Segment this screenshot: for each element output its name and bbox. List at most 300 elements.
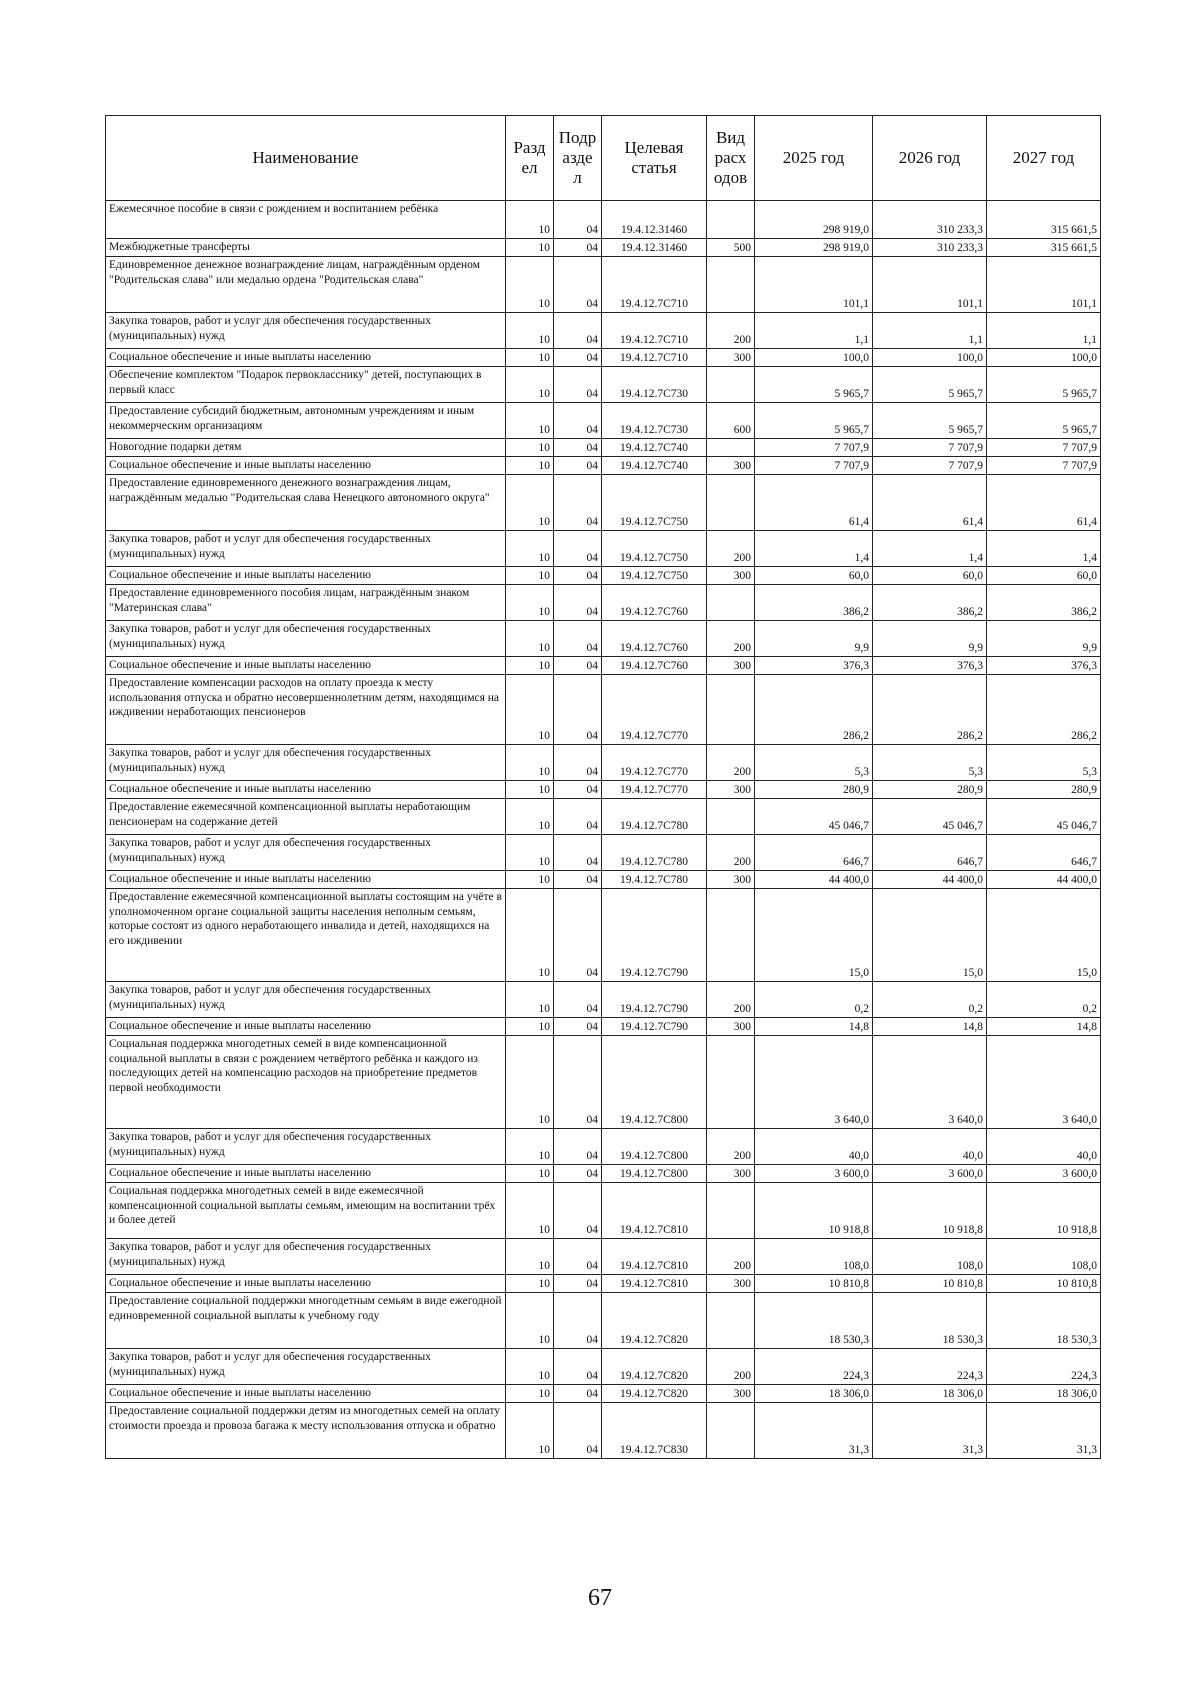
- row-podrazdel: 04: [554, 1293, 602, 1349]
- table-row: [106, 657, 1101, 675]
- row-razdel: 10: [506, 1349, 554, 1385]
- row-name: Закупка товаров, работ и услуг для обеспечения государственных (муниципальных) нужд: [106, 621, 506, 657]
- row-vid-rashodov: [707, 585, 755, 621]
- row-celevaya-statya: 19.4.12.7С780: [602, 835, 707, 871]
- row-vid-rashodov: 200: [707, 982, 755, 1018]
- row-celevaya-statya: 19.4.12.7С710: [602, 349, 707, 367]
- row-2025: 298 919,0: [755, 201, 873, 239]
- table-row: [106, 239, 1101, 257]
- row-2025: 7 707,9: [755, 457, 873, 475]
- row-razdel: 10: [506, 675, 554, 745]
- row-podrazdel: 04: [554, 367, 602, 403]
- row-2025: 224,3: [755, 1349, 873, 1385]
- row-name: Социальное обеспечение и иные выплаты населению: [106, 1385, 506, 1403]
- table-row: [106, 585, 1101, 621]
- row-razdel: 10: [506, 781, 554, 799]
- row-podrazdel: 04: [554, 1385, 602, 1403]
- row-2025: 646,7: [755, 835, 873, 871]
- row-2026: 310 233,3: [873, 201, 987, 239]
- row-vid-rashodov: [707, 439, 755, 457]
- row-name: Предоставление социальной поддержки многодетным семьям в виде ежегодной единовременной социальной выплаты к учебному году: [106, 1293, 506, 1349]
- row-2026: 9,9: [873, 621, 987, 657]
- row-name: Предоставление единовременного денежного вознаграждения лицам, награждённым медалью "Родительская слава Ненецкого автономного округа": [106, 475, 506, 531]
- row-2027: 14,8: [987, 1018, 1101, 1036]
- row-vid-rashodov: 200: [707, 745, 755, 781]
- table-row: [106, 871, 1101, 889]
- row-razdel: 10: [506, 1165, 554, 1183]
- row-name: Социальное обеспечение и иные выплаты населению: [106, 567, 506, 585]
- row-2026: 100,0: [873, 349, 987, 367]
- row-vid-rashodov: [707, 367, 755, 403]
- row-2027: 31,3: [987, 1403, 1101, 1459]
- row-vid-rashodov: 200: [707, 1239, 755, 1275]
- row-name: Предоставление ежемесячной компенсационной выплаты состоящим на учёте в уполномоченном органе социальной защиты населения неполным семьям, которые состоят из одного неработающего инвалида и детей, находящихся на его иждивении: [106, 889, 506, 982]
- row-2027: 108,0: [987, 1239, 1101, 1275]
- header-podrazdel: Подр азде л: [554, 116, 602, 201]
- row-2025: 298 919,0: [755, 239, 873, 257]
- table-row: [106, 1275, 1101, 1293]
- row-2027: 5 965,7: [987, 367, 1101, 403]
- row-podrazdel: 04: [554, 257, 602, 313]
- row-podrazdel: 04: [554, 1403, 602, 1459]
- row-2025: 10 918,8: [755, 1183, 873, 1239]
- row-name: Социальное обеспечение и иные выплаты населению: [106, 657, 506, 675]
- row-name: Закупка товаров, работ и услуг для обеспечения государственных (муниципальных) нужд: [106, 745, 506, 781]
- row-2025: 280,9: [755, 781, 873, 799]
- row-2026: 61,4: [873, 475, 987, 531]
- row-2025: 0,2: [755, 982, 873, 1018]
- row-2026: 31,3: [873, 1403, 987, 1459]
- row-2027: 1,4: [987, 531, 1101, 567]
- row-razdel: 10: [506, 1129, 554, 1165]
- row-name: Социальное обеспечение и иные выплаты населению: [106, 457, 506, 475]
- row-celevaya-statya: 19.4.12.7С790: [602, 889, 707, 982]
- header-razdel: Разд ел: [506, 116, 554, 201]
- row-podrazdel: 04: [554, 1275, 602, 1293]
- row-razdel: 10: [506, 1018, 554, 1036]
- row-vid-rashodov: 200: [707, 835, 755, 871]
- row-name: Социальное обеспечение и иные выплаты населению: [106, 781, 506, 799]
- row-name: Предоставление субсидий бюджетным, автономным учреждениям и иным некоммерческим организациям: [106, 403, 506, 439]
- row-2025: 45 046,7: [755, 799, 873, 835]
- table-row: [106, 1403, 1101, 1459]
- row-name: Единовременное денежное вознаграждение лицам, награждённым орденом "Родительская слава" или медалью ордена "Родительская слава": [106, 257, 506, 313]
- row-celevaya-statya: 19.4.12.7С760: [602, 621, 707, 657]
- row-2027: 3 640,0: [987, 1036, 1101, 1129]
- row-2026: 7 707,9: [873, 457, 987, 475]
- row-razdel: 10: [506, 349, 554, 367]
- row-podrazdel: 04: [554, 1129, 602, 1165]
- row-2025: 10 810,8: [755, 1275, 873, 1293]
- row-2025: 61,4: [755, 475, 873, 531]
- row-2027: 3 600,0: [987, 1165, 1101, 1183]
- row-2027: 280,9: [987, 781, 1101, 799]
- row-razdel: 10: [506, 1036, 554, 1129]
- row-vid-rashodov: 200: [707, 621, 755, 657]
- row-podrazdel: 04: [554, 657, 602, 675]
- row-podrazdel: 04: [554, 403, 602, 439]
- row-razdel: 10: [506, 201, 554, 239]
- row-podrazdel: 04: [554, 567, 602, 585]
- row-podrazdel: 04: [554, 349, 602, 367]
- header-2025: 2025 год: [755, 116, 873, 201]
- row-celevaya-statya: 19.4.12.7С780: [602, 871, 707, 889]
- table-row: [106, 1385, 1101, 1403]
- row-2025: 3 640,0: [755, 1036, 873, 1129]
- table-row: [106, 1349, 1101, 1385]
- row-vid-rashodov: 500: [707, 239, 755, 257]
- row-name: Предоставление компенсации расходов на оплату проезда к месту использования отпуска и обратно несовершеннолетним детям, находящимся на иждивении неработающих пенсионеров: [106, 675, 506, 745]
- row-2026: 45 046,7: [873, 799, 987, 835]
- row-razdel: 10: [506, 745, 554, 781]
- row-2027: 224,3: [987, 1349, 1101, 1385]
- row-2025: 108,0: [755, 1239, 873, 1275]
- row-celevaya-statya: 19.4.12.7С810: [602, 1239, 707, 1275]
- row-name: Социальное обеспечение и иные выплаты населению: [106, 1165, 506, 1183]
- row-2025: 5 965,7: [755, 367, 873, 403]
- table-row: [106, 835, 1101, 871]
- row-podrazdel: 04: [554, 1239, 602, 1275]
- row-celevaya-statya: 19.4.12.7С710: [602, 313, 707, 349]
- row-celevaya-statya: 19.4.12.7С730: [602, 403, 707, 439]
- row-podrazdel: 04: [554, 675, 602, 745]
- row-name: Закупка товаров, работ и услуг для обеспечения государственных (муниципальных) нужд: [106, 1129, 506, 1165]
- row-celevaya-statya: 19.4.12.31460: [602, 201, 707, 239]
- table-row: [106, 1165, 1101, 1183]
- row-celevaya-statya: 19.4.12.7С750: [602, 531, 707, 567]
- row-2025: 18 530,3: [755, 1293, 873, 1349]
- row-name: Социальное обеспечение и иные выплаты населению: [106, 1275, 506, 1293]
- row-podrazdel: 04: [554, 745, 602, 781]
- row-podrazdel: 04: [554, 982, 602, 1018]
- row-name: Закупка товаров, работ и услуг для обеспечения государственных (муниципальных) нужд: [106, 835, 506, 871]
- row-razdel: 10: [506, 621, 554, 657]
- table-row: [106, 475, 1101, 531]
- row-2025: 7 707,9: [755, 439, 873, 457]
- row-vid-rashodov: [707, 1183, 755, 1239]
- row-razdel: 10: [506, 657, 554, 675]
- row-podrazdel: 04: [554, 1165, 602, 1183]
- row-name: Закупка товаров, работ и услуг для обеспечения государственных (муниципальных) нужд: [106, 531, 506, 567]
- row-2025: 376,3: [755, 657, 873, 675]
- row-2026: 40,0: [873, 1129, 987, 1165]
- row-celevaya-statya: 19.4.12.7С770: [602, 781, 707, 799]
- header-2026: 2026 год: [873, 116, 987, 201]
- row-2027: 5,3: [987, 745, 1101, 781]
- row-2026: 1,4: [873, 531, 987, 567]
- row-2025: 40,0: [755, 1129, 873, 1165]
- row-2026: 3 600,0: [873, 1165, 987, 1183]
- row-2026: 10 918,8: [873, 1183, 987, 1239]
- row-2025: 1,1: [755, 313, 873, 349]
- row-razdel: 10: [506, 313, 554, 349]
- row-2027: 0,2: [987, 982, 1101, 1018]
- row-2026: 10 810,8: [873, 1275, 987, 1293]
- row-2026: 646,7: [873, 835, 987, 871]
- table-row: [106, 982, 1101, 1018]
- row-2027: 9,9: [987, 621, 1101, 657]
- row-vid-rashodov: 300: [707, 1275, 755, 1293]
- row-2026: 5 965,7: [873, 403, 987, 439]
- row-name: Предоставление единовременного пособия лицам, награждённым знаком "Материнская слава": [106, 585, 506, 621]
- header-vid-rashodov: Вид расх одов: [707, 116, 755, 201]
- row-2025: 101,1: [755, 257, 873, 313]
- row-2027: 10 810,8: [987, 1275, 1101, 1293]
- row-podrazdel: 04: [554, 313, 602, 349]
- row-vid-rashodov: [707, 201, 755, 239]
- row-name: Социальное обеспечение и иные выплаты населению: [106, 871, 506, 889]
- row-2027: 386,2: [987, 585, 1101, 621]
- row-razdel: 10: [506, 531, 554, 567]
- row-podrazdel: 04: [554, 1036, 602, 1129]
- row-celevaya-statya: 19.4.12.7С820: [602, 1293, 707, 1349]
- row-celevaya-statya: 19.4.12.7С800: [602, 1036, 707, 1129]
- row-razdel: 10: [506, 585, 554, 621]
- row-2025: 18 306,0: [755, 1385, 873, 1403]
- row-vid-rashodov: [707, 475, 755, 531]
- table-row: [106, 439, 1101, 457]
- table-row: [106, 1036, 1101, 1129]
- table-row: [106, 367, 1101, 403]
- table-row: [106, 745, 1101, 781]
- row-name: Закупка товаров, работ и услуг для обеспечения государственных (муниципальных) нужд: [106, 1239, 506, 1275]
- row-celevaya-statya: 19.4.12.7С750: [602, 475, 707, 531]
- row-2027: 10 918,8: [987, 1183, 1101, 1239]
- row-razdel: 10: [506, 367, 554, 403]
- row-vid-rashodov: 200: [707, 313, 755, 349]
- row-2026: 60,0: [873, 567, 987, 585]
- row-2025: 5 965,7: [755, 403, 873, 439]
- row-2027: 61,4: [987, 475, 1101, 531]
- row-2027: 286,2: [987, 675, 1101, 745]
- row-razdel: 10: [506, 475, 554, 531]
- row-2026: 286,2: [873, 675, 987, 745]
- row-2026: 5,3: [873, 745, 987, 781]
- row-2025: 44 400,0: [755, 871, 873, 889]
- row-2026: 3 640,0: [873, 1036, 987, 1129]
- row-2027: 646,7: [987, 835, 1101, 871]
- row-name: Социальная поддержка многодетных семей в виде ежемесячной компенсационной социальной выплаты семьям, имеющим на воспитании трёх и более детей: [106, 1183, 506, 1239]
- row-podrazdel: 04: [554, 889, 602, 982]
- row-celevaya-statya: 19.4.12.7С800: [602, 1165, 707, 1183]
- row-2027: 376,3: [987, 657, 1101, 675]
- row-podrazdel: 04: [554, 781, 602, 799]
- row-vid-rashodov: 300: [707, 657, 755, 675]
- page-number: 67: [588, 1585, 612, 1611]
- header-name: Наименование: [106, 116, 506, 201]
- row-celevaya-statya: 19.4.12.7С740: [602, 457, 707, 475]
- row-podrazdel: 04: [554, 1018, 602, 1036]
- table-row: [106, 531, 1101, 567]
- row-razdel: 10: [506, 835, 554, 871]
- table-row: [106, 403, 1101, 439]
- row-podrazdel: 04: [554, 621, 602, 657]
- row-vid-rashodov: [707, 1293, 755, 1349]
- row-name: Социальное обеспечение и иные выплаты населению: [106, 349, 506, 367]
- row-podrazdel: 04: [554, 799, 602, 835]
- row-razdel: 10: [506, 239, 554, 257]
- row-podrazdel: 04: [554, 531, 602, 567]
- row-2027: 40,0: [987, 1129, 1101, 1165]
- row-2025: 1,4: [755, 531, 873, 567]
- table-row: [106, 313, 1101, 349]
- row-2027: 101,1: [987, 257, 1101, 313]
- row-2025: 60,0: [755, 567, 873, 585]
- row-podrazdel: 04: [554, 585, 602, 621]
- row-2027: 7 707,9: [987, 457, 1101, 475]
- row-2027: 45 046,7: [987, 799, 1101, 835]
- row-celevaya-statya: 19.4.12.7С760: [602, 657, 707, 675]
- row-celevaya-statya: 19.4.12.7С800: [602, 1129, 707, 1165]
- row-2026: 376,3: [873, 657, 987, 675]
- row-razdel: 10: [506, 439, 554, 457]
- row-razdel: 10: [506, 567, 554, 585]
- row-2026: 310 233,3: [873, 239, 987, 257]
- row-name: Ежемесячное пособие в связи с рождением и воспитанием ребёнка: [106, 201, 506, 239]
- row-razdel: 10: [506, 799, 554, 835]
- table-row: [106, 799, 1101, 835]
- row-celevaya-statya: 19.4.12.7С830: [602, 1403, 707, 1459]
- row-razdel: 10: [506, 982, 554, 1018]
- row-razdel: 10: [506, 1239, 554, 1275]
- row-razdel: 10: [506, 871, 554, 889]
- row-name: Межбюджетные трансферты: [106, 239, 506, 257]
- table-row: [106, 675, 1101, 745]
- row-name: Новогодние подарки детям: [106, 439, 506, 457]
- row-vid-rashodov: 200: [707, 1349, 755, 1385]
- row-razdel: 10: [506, 1275, 554, 1293]
- row-2025: 100,0: [755, 349, 873, 367]
- row-podrazdel: 04: [554, 835, 602, 871]
- row-name: Предоставление социальной поддержки детям из многодетных семей на оплату стоимости проезда и провоза багажа к месту использования отпуска и обратно: [106, 1403, 506, 1459]
- row-2026: 101,1: [873, 257, 987, 313]
- table-row: [106, 1183, 1101, 1239]
- row-vid-rashodov: [707, 675, 755, 745]
- row-celevaya-statya: 19.4.12.7С740: [602, 439, 707, 457]
- row-podrazdel: 04: [554, 201, 602, 239]
- row-vid-rashodov: 200: [707, 531, 755, 567]
- row-2025: 9,9: [755, 621, 873, 657]
- row-2027: 18 530,3: [987, 1293, 1101, 1349]
- row-celevaya-statya: 19.4.12.7С810: [602, 1275, 707, 1293]
- row-2026: 44 400,0: [873, 871, 987, 889]
- row-2026: 0,2: [873, 982, 987, 1018]
- row-name: Обеспечение комплектом "Подарок первокласснику" детей, поступающих в первый класс: [106, 367, 506, 403]
- row-2027: 44 400,0: [987, 871, 1101, 889]
- row-vid-rashodov: [707, 889, 755, 982]
- row-vid-rashodov: 300: [707, 1018, 755, 1036]
- row-2025: 286,2: [755, 675, 873, 745]
- row-razdel: 10: [506, 403, 554, 439]
- row-celevaya-statya: 19.4.12.7С820: [602, 1349, 707, 1385]
- header-celevaya-statya: Целевая статья: [602, 116, 707, 201]
- row-celevaya-statya: 19.4.12.7С710: [602, 257, 707, 313]
- row-celevaya-statya: 19.4.12.7С790: [602, 1018, 707, 1036]
- table-row: [106, 257, 1101, 313]
- row-celevaya-statya: 19.4.12.7С770: [602, 675, 707, 745]
- row-2026: 18 306,0: [873, 1385, 987, 1403]
- row-2025: 15,0: [755, 889, 873, 982]
- row-podrazdel: 04: [554, 1183, 602, 1239]
- row-celevaya-statya: 19.4.12.7С750: [602, 567, 707, 585]
- row-2027: 100,0: [987, 349, 1101, 367]
- row-name: Закупка товаров, работ и услуг для обеспечения государственных (муниципальных) нужд: [106, 982, 506, 1018]
- row-2027: 1,1: [987, 313, 1101, 349]
- row-celevaya-statya: 19.4.12.7С770: [602, 745, 707, 781]
- row-podrazdel: 04: [554, 439, 602, 457]
- row-celevaya-statya: 19.4.12.7С820: [602, 1385, 707, 1403]
- row-name: Социальное обеспечение и иные выплаты населению: [106, 1018, 506, 1036]
- row-2027: 15,0: [987, 889, 1101, 982]
- row-vid-rashodov: 300: [707, 349, 755, 367]
- row-vid-rashodov: 300: [707, 567, 755, 585]
- table-row: [106, 1239, 1101, 1275]
- row-razdel: 10: [506, 889, 554, 982]
- row-podrazdel: 04: [554, 239, 602, 257]
- row-2026: 280,9: [873, 781, 987, 799]
- row-2027: 315 661,5: [987, 239, 1101, 257]
- table-row: [106, 567, 1101, 585]
- row-2026: 224,3: [873, 1349, 987, 1385]
- row-name: Предоставление ежемесячной компенсационной выплаты неработающим пенсионерам на содержание детей: [106, 799, 506, 835]
- row-vid-rashodov: 300: [707, 1385, 755, 1403]
- row-2027: 18 306,0: [987, 1385, 1101, 1403]
- row-name: Социальная поддержка многодетных семей в виде компенсационной социальной выплаты в связи с рождением четвёртого ребёнка и каждого из последующих детей на компенсацию расходов на приобретение предметов первой необходимости: [106, 1036, 506, 1129]
- row-podrazdel: 04: [554, 475, 602, 531]
- row-2026: 386,2: [873, 585, 987, 621]
- table-row: [106, 457, 1101, 475]
- row-celevaya-statya: 19.4.12.7С810: [602, 1183, 707, 1239]
- row-2026: 14,8: [873, 1018, 987, 1036]
- budget-table: [105, 115, 1101, 1459]
- row-2027: 60,0: [987, 567, 1101, 585]
- header-2027: 2027 год: [987, 116, 1101, 201]
- row-podrazdel: 04: [554, 871, 602, 889]
- row-vid-rashodov: [707, 1036, 755, 1129]
- row-2025: 14,8: [755, 1018, 873, 1036]
- row-2025: 3 600,0: [755, 1165, 873, 1183]
- row-vid-rashodov: 300: [707, 781, 755, 799]
- row-celevaya-statya: 19.4.12.31460: [602, 239, 707, 257]
- row-vid-rashodov: 300: [707, 457, 755, 475]
- row-podrazdel: 04: [554, 457, 602, 475]
- row-2026: 18 530,3: [873, 1293, 987, 1349]
- row-celevaya-statya: 19.4.12.7С760: [602, 585, 707, 621]
- row-razdel: 10: [506, 457, 554, 475]
- row-razdel: 10: [506, 257, 554, 313]
- row-vid-rashodov: 300: [707, 871, 755, 889]
- row-2026: 108,0: [873, 1239, 987, 1275]
- row-vid-rashodov: [707, 1403, 755, 1459]
- row-vid-rashodov: 300: [707, 1165, 755, 1183]
- row-celevaya-statya: 19.4.12.7С730: [602, 367, 707, 403]
- table-body: [106, 201, 1101, 1459]
- row-razdel: 10: [506, 1293, 554, 1349]
- row-celevaya-statya: 19.4.12.7С790: [602, 982, 707, 1018]
- table-row: [106, 781, 1101, 799]
- table-row: [106, 349, 1101, 367]
- row-vid-rashodov: 200: [707, 1129, 755, 1165]
- row-2027: 7 707,9: [987, 439, 1101, 457]
- row-2027: 315 661,5: [987, 201, 1101, 239]
- row-name: Закупка товаров, работ и услуг для обеспечения государственных (муниципальных) нужд: [106, 1349, 506, 1385]
- row-2025: 5,3: [755, 745, 873, 781]
- table-row: [106, 201, 1101, 239]
- row-celevaya-statya: 19.4.12.7С780: [602, 799, 707, 835]
- row-2026: 7 707,9: [873, 439, 987, 457]
- row-name: Закупка товаров, работ и услуг для обеспечения государственных (муниципальных) нужд: [106, 313, 506, 349]
- row-2025: 386,2: [755, 585, 873, 621]
